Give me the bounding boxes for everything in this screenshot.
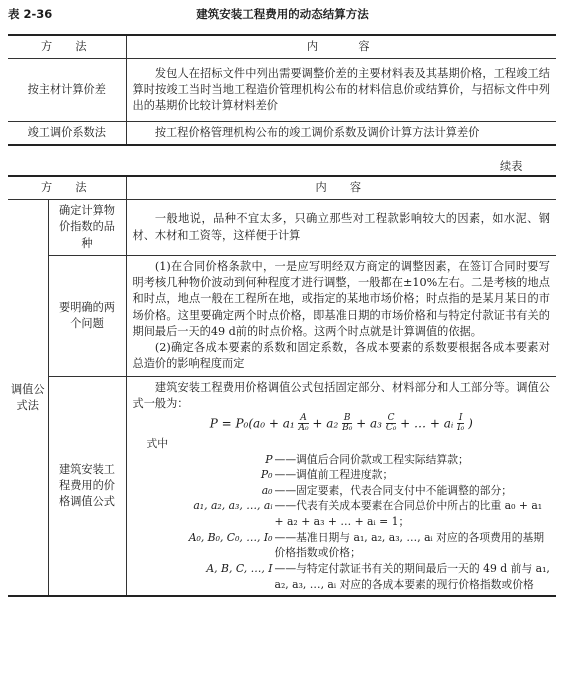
content-cell: 发包人在招标文件中列出需要调整价差的主要材料表及其基期价格，工程竣工结算时按竣工当时当地工程造价管理机构公布的材料信息价或结算价，与招标文件中列出的基期价比较计算材料差价 (126, 59, 556, 122)
method-cell: 按主材计算价差 (8, 59, 126, 122)
method-cell: 确定计算物价指数的品种 (48, 200, 126, 256)
fraction-a: $\frac{A}{\text{A₀}}$ (298, 413, 309, 434)
content-cell (126, 255, 556, 376)
content-cell (126, 376, 556, 596)
table-row (8, 200, 556, 256)
dynamic-settlement-table (8, 34, 556, 146)
continued-table (8, 175, 556, 597)
group-cell: 调值公式法 (8, 200, 48, 597)
table-caption (0, 4, 565, 24)
price-adjustment-formula (133, 414, 550, 434)
formula-lhs: P = P₀(a₀ + a₁ (209, 416, 295, 431)
table-title: 建筑安装工程费用的动态结算方法 (196, 7, 369, 21)
definition-item: a₁, a₂, a₃, …, aᵢ ——代表有关成本要素在合同总价中所占的比重 a₀ + a₁ + a₂ + a₃ + … + aᵢ = 1； (193, 499, 543, 529)
table-number: 表 2-36 (8, 7, 53, 21)
formula-term: + … + aᵢ (400, 416, 454, 431)
table-row (8, 376, 556, 596)
where-label: 式中 (146, 436, 169, 450)
table-header-row (8, 35, 556, 59)
table-row (8, 122, 556, 146)
formula-term: + a₃ (356, 416, 382, 431)
header-content: 内 容 (126, 176, 556, 200)
definition-item: A, B, C, …, I ——与特定付款证书有关的期间最后一天的 49 d 前与 a₁, a₂, a₃, …, aᵢ 对应的各成本要素的现行价格指数或价格 (206, 562, 550, 591)
table-row (8, 255, 556, 376)
formula-term: + a₂ (312, 416, 339, 431)
method-cell: 建筑安装工程费用的价格调值公式 (48, 376, 126, 596)
header-content: 内 容 (126, 35, 556, 59)
table-header-row (8, 176, 556, 200)
header-method: 方 法 (8, 35, 126, 59)
definition-item: A₀, B₀, C₀, …, I₀ ——基准日期与 a₁, a₂, a₃, …, aᵢ 对应的各项费用的基期价格指数或价格； (188, 530, 545, 560)
continued-label: 续表 (500, 160, 523, 173)
content-paragraph: (1)在合同价格条款中，一是应写明经双方商定的调整因素，在签订合同时要写明考核几种物价波动到何种程度才进行调整，一般都在±10%左右。二是考核的地点和时点，地点一般在工程所在地，或指定的某地市场价格；时点指的是某月某日的市场价格。这里要确定两个时点价格，即基准日期的市场价格和与特定付款证书有关的期间最后一天的49 d前的时点价格。这两个时点就是计算调值的依据。 (132, 259, 550, 338)
content-cell: 按工程价格管理机构公布的竣工调价系数及调价计算方法计算差价 (126, 122, 556, 146)
method-cell: 要明确的两个问题 (48, 255, 126, 376)
header-method: 方 法 (8, 176, 126, 200)
formula-end: ) (468, 416, 473, 431)
definition-item: a₀ ——固定要素，代表合同支付中不能调整的部分； (261, 483, 513, 497)
table-row (8, 59, 556, 122)
definition-item: P ——调值后合同价款或工程实际结算款； (265, 452, 469, 466)
fraction-b: $\frac{B}{\text{B₀}}$ (342, 413, 353, 434)
content-paragraph: (2)确定各成本要素的系数和固定系数，各成本要素的系数要根据各成本要素对总造价的影响程度而定 (132, 341, 550, 371)
variable-definitions (133, 436, 550, 592)
content-cell: 一般地说，品种不宜太多，只确立那些对工程款影响较大的因素，如水泥、钢材、木材和工资等，这样便于计算 (126, 200, 556, 256)
content-paragraph: 建筑安装工程费用价格调值公式包括固定部分、材料部分和人工部分等。调值公式一般为： (132, 380, 550, 410)
method-cell: 竣工调价系数法 (8, 122, 126, 146)
fraction-c: $\frac{C}{\text{C₀}}$ (385, 413, 397, 434)
fraction-i: $\frac{I}{\text{I₀}}$ (457, 413, 465, 434)
definition-item: P₀ ——调值前工程进度款； (260, 468, 394, 482)
